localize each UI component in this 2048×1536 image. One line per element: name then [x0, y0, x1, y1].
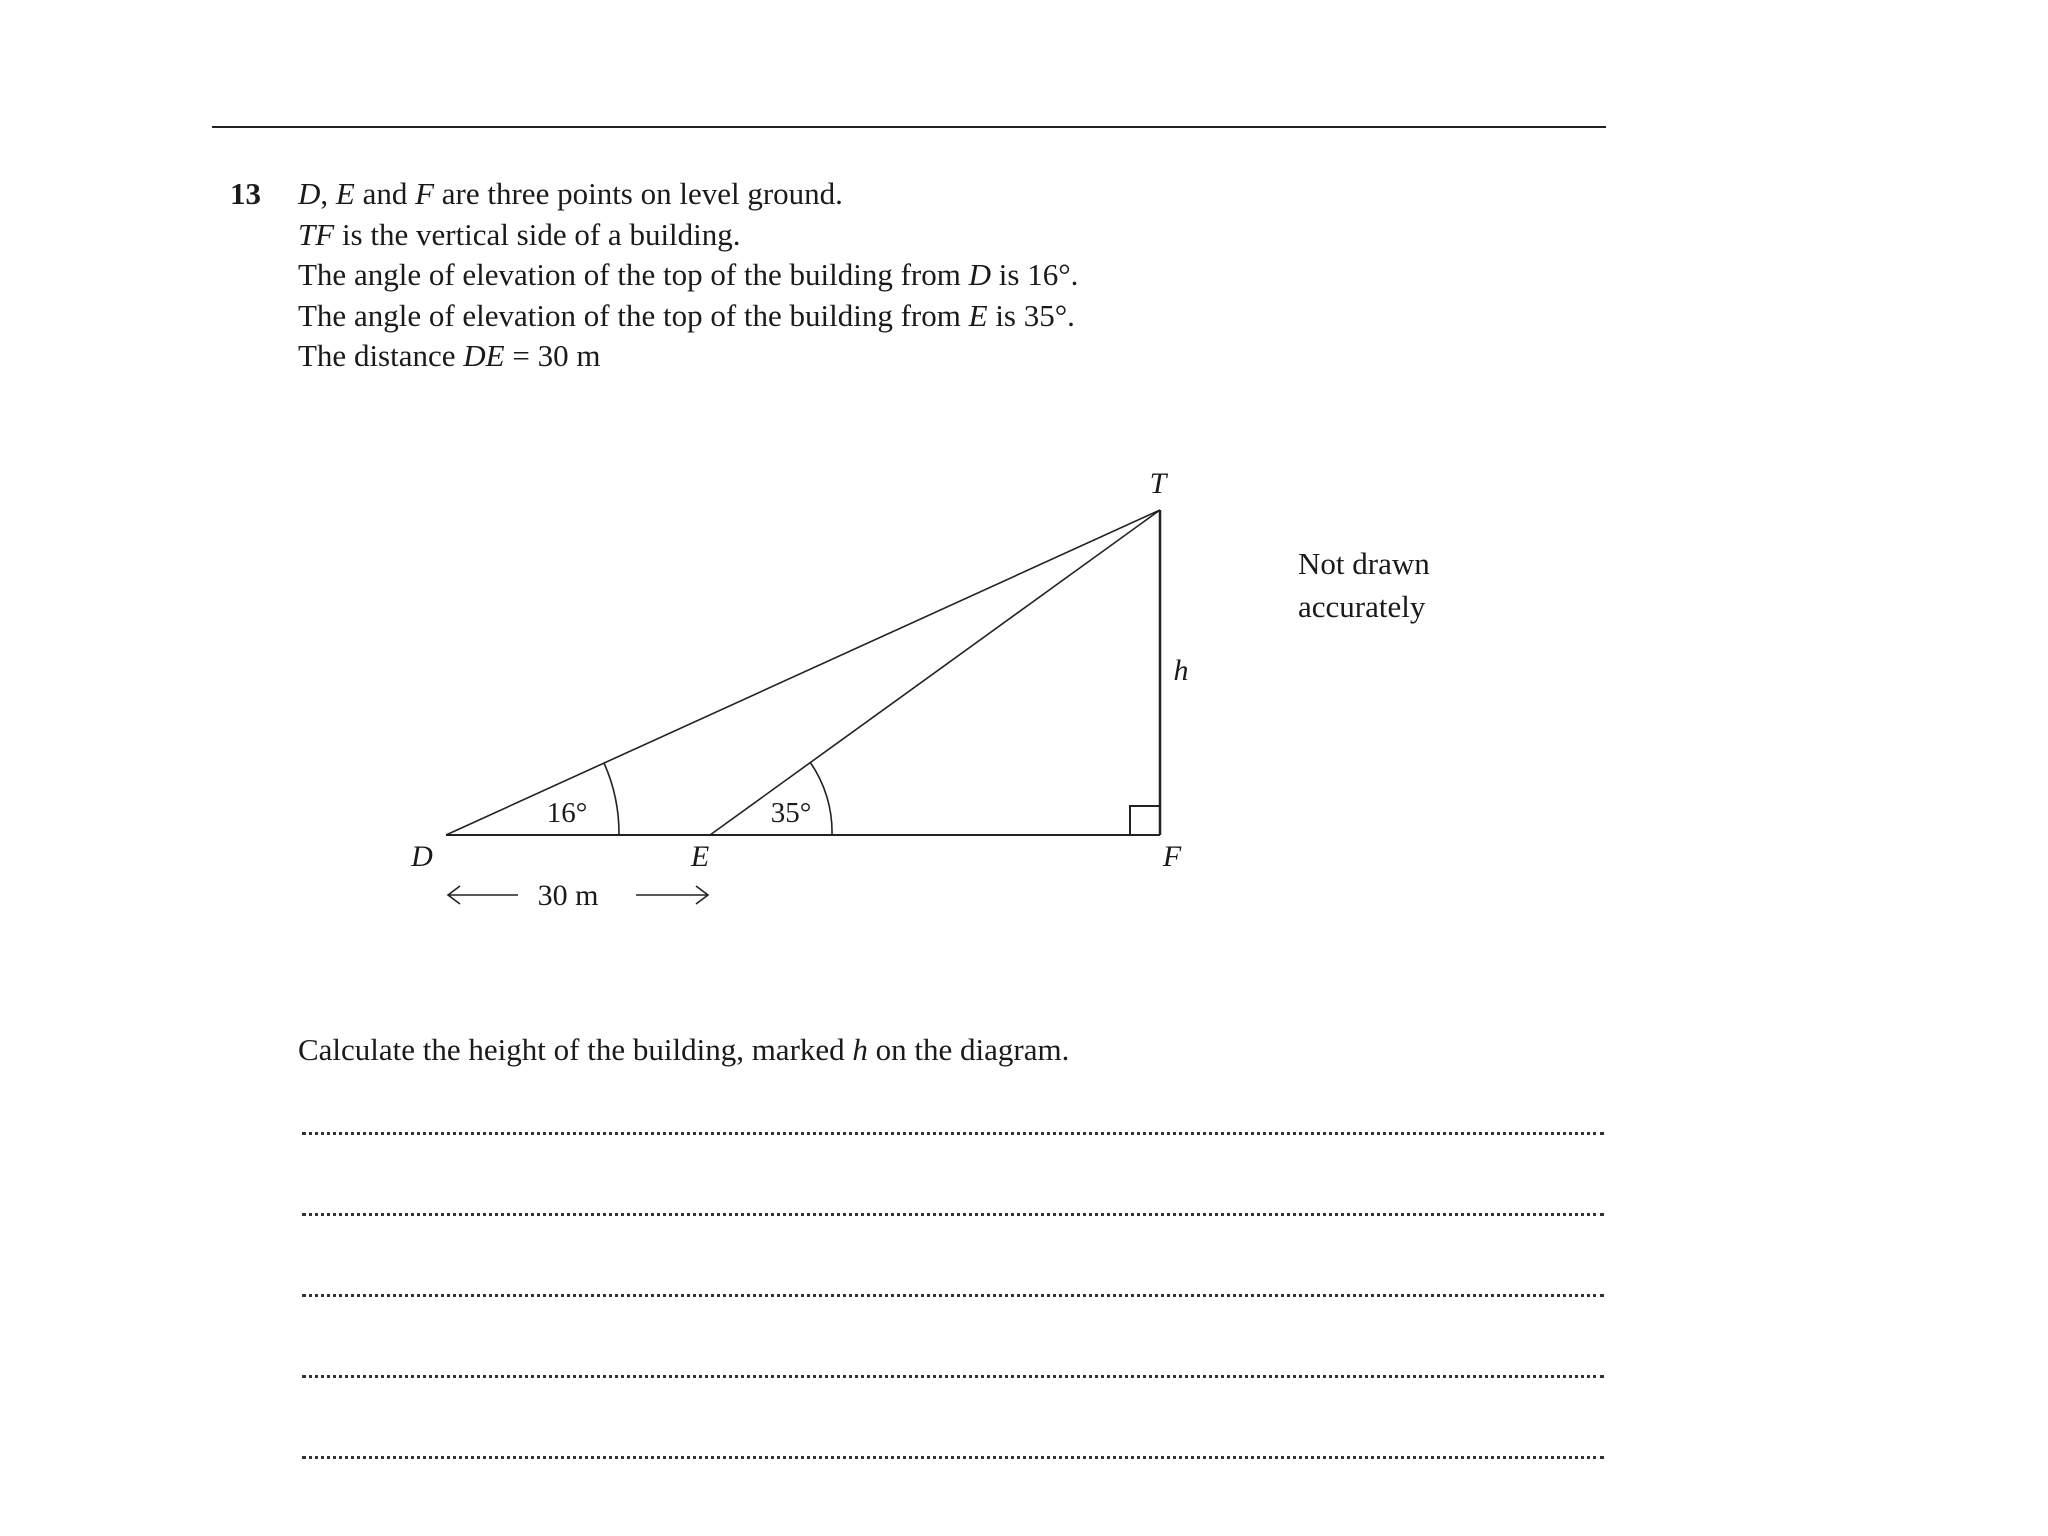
angle-label-d: 16°	[546, 797, 588, 829]
question-number: 13	[230, 176, 261, 211]
italic-text: D	[968, 257, 992, 292]
text-run: are three points on level ground.	[434, 176, 843, 211]
sightline-et	[710, 510, 1160, 835]
text-run: and	[354, 176, 416, 211]
italic-text: h	[852, 1032, 868, 1067]
angle-label-e: 35°	[770, 797, 812, 829]
distance-label: 30 m	[537, 879, 599, 912]
answer-line[interactable]	[302, 1213, 1604, 1216]
right-angle-marker	[1130, 806, 1160, 835]
text-run: is the vertical side of a building.	[334, 216, 741, 252]
point-label-f: F	[1162, 840, 1182, 873]
text-run: is 16°.	[991, 257, 1079, 292]
point-label-t: T	[1149, 467, 1167, 500]
height-label: h	[1173, 654, 1189, 687]
italic-text: DE	[463, 338, 505, 373]
answer-line[interactable]	[302, 1456, 1604, 1459]
angle-arc-d	[604, 763, 619, 835]
italic-text: TF	[298, 216, 335, 252]
point-label-d: D	[411, 840, 433, 873]
italic-text: F	[415, 176, 435, 211]
text-run: is 35°.	[987, 297, 1075, 333]
point-label-e: E	[690, 840, 710, 873]
answer-line[interactable]	[302, 1132, 1604, 1135]
angle-arc-e	[810, 762, 832, 835]
text-run: on the diagram.	[867, 1032, 1070, 1067]
note-line: accurately	[1298, 589, 1426, 624]
text-run: ,	[320, 176, 336, 211]
answer-line[interactable]	[302, 1294, 1604, 1297]
note-line: Not drawn	[1298, 546, 1430, 581]
text-run: Calculate the height of the building, marked	[298, 1032, 853, 1067]
italic-text: E	[968, 297, 988, 333]
text-run: The distance	[298, 338, 464, 373]
answer-line[interactable]	[302, 1375, 1604, 1378]
italic-text: D	[298, 176, 321, 211]
text-run: The angle of elevation of the top of the building from	[298, 297, 969, 333]
not-drawn-accurately-note	[1298, 542, 1430, 628]
text-run: The angle of elevation of the top of the building from	[298, 257, 969, 292]
italic-text: E	[335, 176, 355, 211]
sightline-dt	[446, 510, 1160, 835]
text-run: = 30 m	[504, 338, 601, 373]
question-prompt	[298, 1030, 1069, 1070]
